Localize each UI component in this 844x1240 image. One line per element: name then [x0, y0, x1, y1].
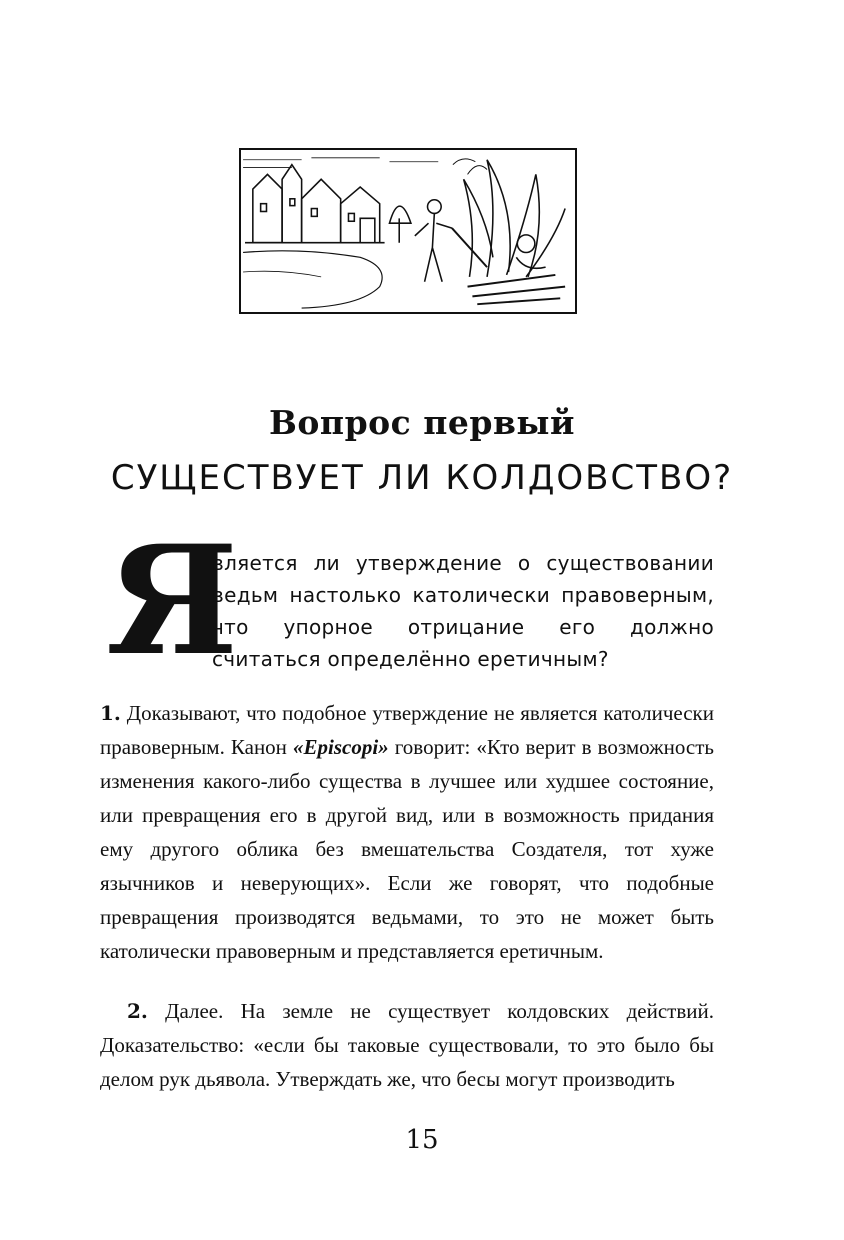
paragraph-1-number: 1. [100, 701, 121, 725]
page-number: 15 [405, 1125, 439, 1155]
chapter-heading: Вопрос первый [269, 403, 575, 442]
lead-paragraph: вляется ли утверждение о существовании ведьм настолько католически правоверным, что упорное отрицание его должно считаться определённо еретичным? [212, 551, 714, 671]
drop-cap-letter: Я [106, 513, 239, 689]
paragraph-2-text: Далее. На земле не существует колдовских действий. Доказательство: «если бы таковые существовали, то это было бы делом рук дьявола. Утверждать же, что бесы могут производить [100, 999, 714, 1091]
paragraph-2-number: 2. [127, 999, 148, 1023]
chapter-subheading: СУЩЕСТВУЕТ ЛИ КОЛДОВСТВО? [110, 458, 734, 498]
paragraph-2 [100, 994, 714, 1096]
canon-title: «Episcopi» [292, 735, 389, 759]
paragraph-1-text-a: Доказывают, что подобное утверждение не является католически правоверным. Канон [100, 701, 714, 759]
paragraph-1-text-b: говорит: «Кто верит в возможность изменения какого-либо существа в лучшее или худшее состояние, или превращения его в другой вид, или в возможность придания ему другого облика без вмешательства Создателя, тот хуже язычников и неверующих». Если же говорят, что подобные превращения производятся ведьмами, то это не может быть католически правоверным и представляется еретичным. [100, 735, 715, 963]
paragraph-1 [100, 696, 714, 968]
woodcut-illustration [239, 148, 577, 314]
